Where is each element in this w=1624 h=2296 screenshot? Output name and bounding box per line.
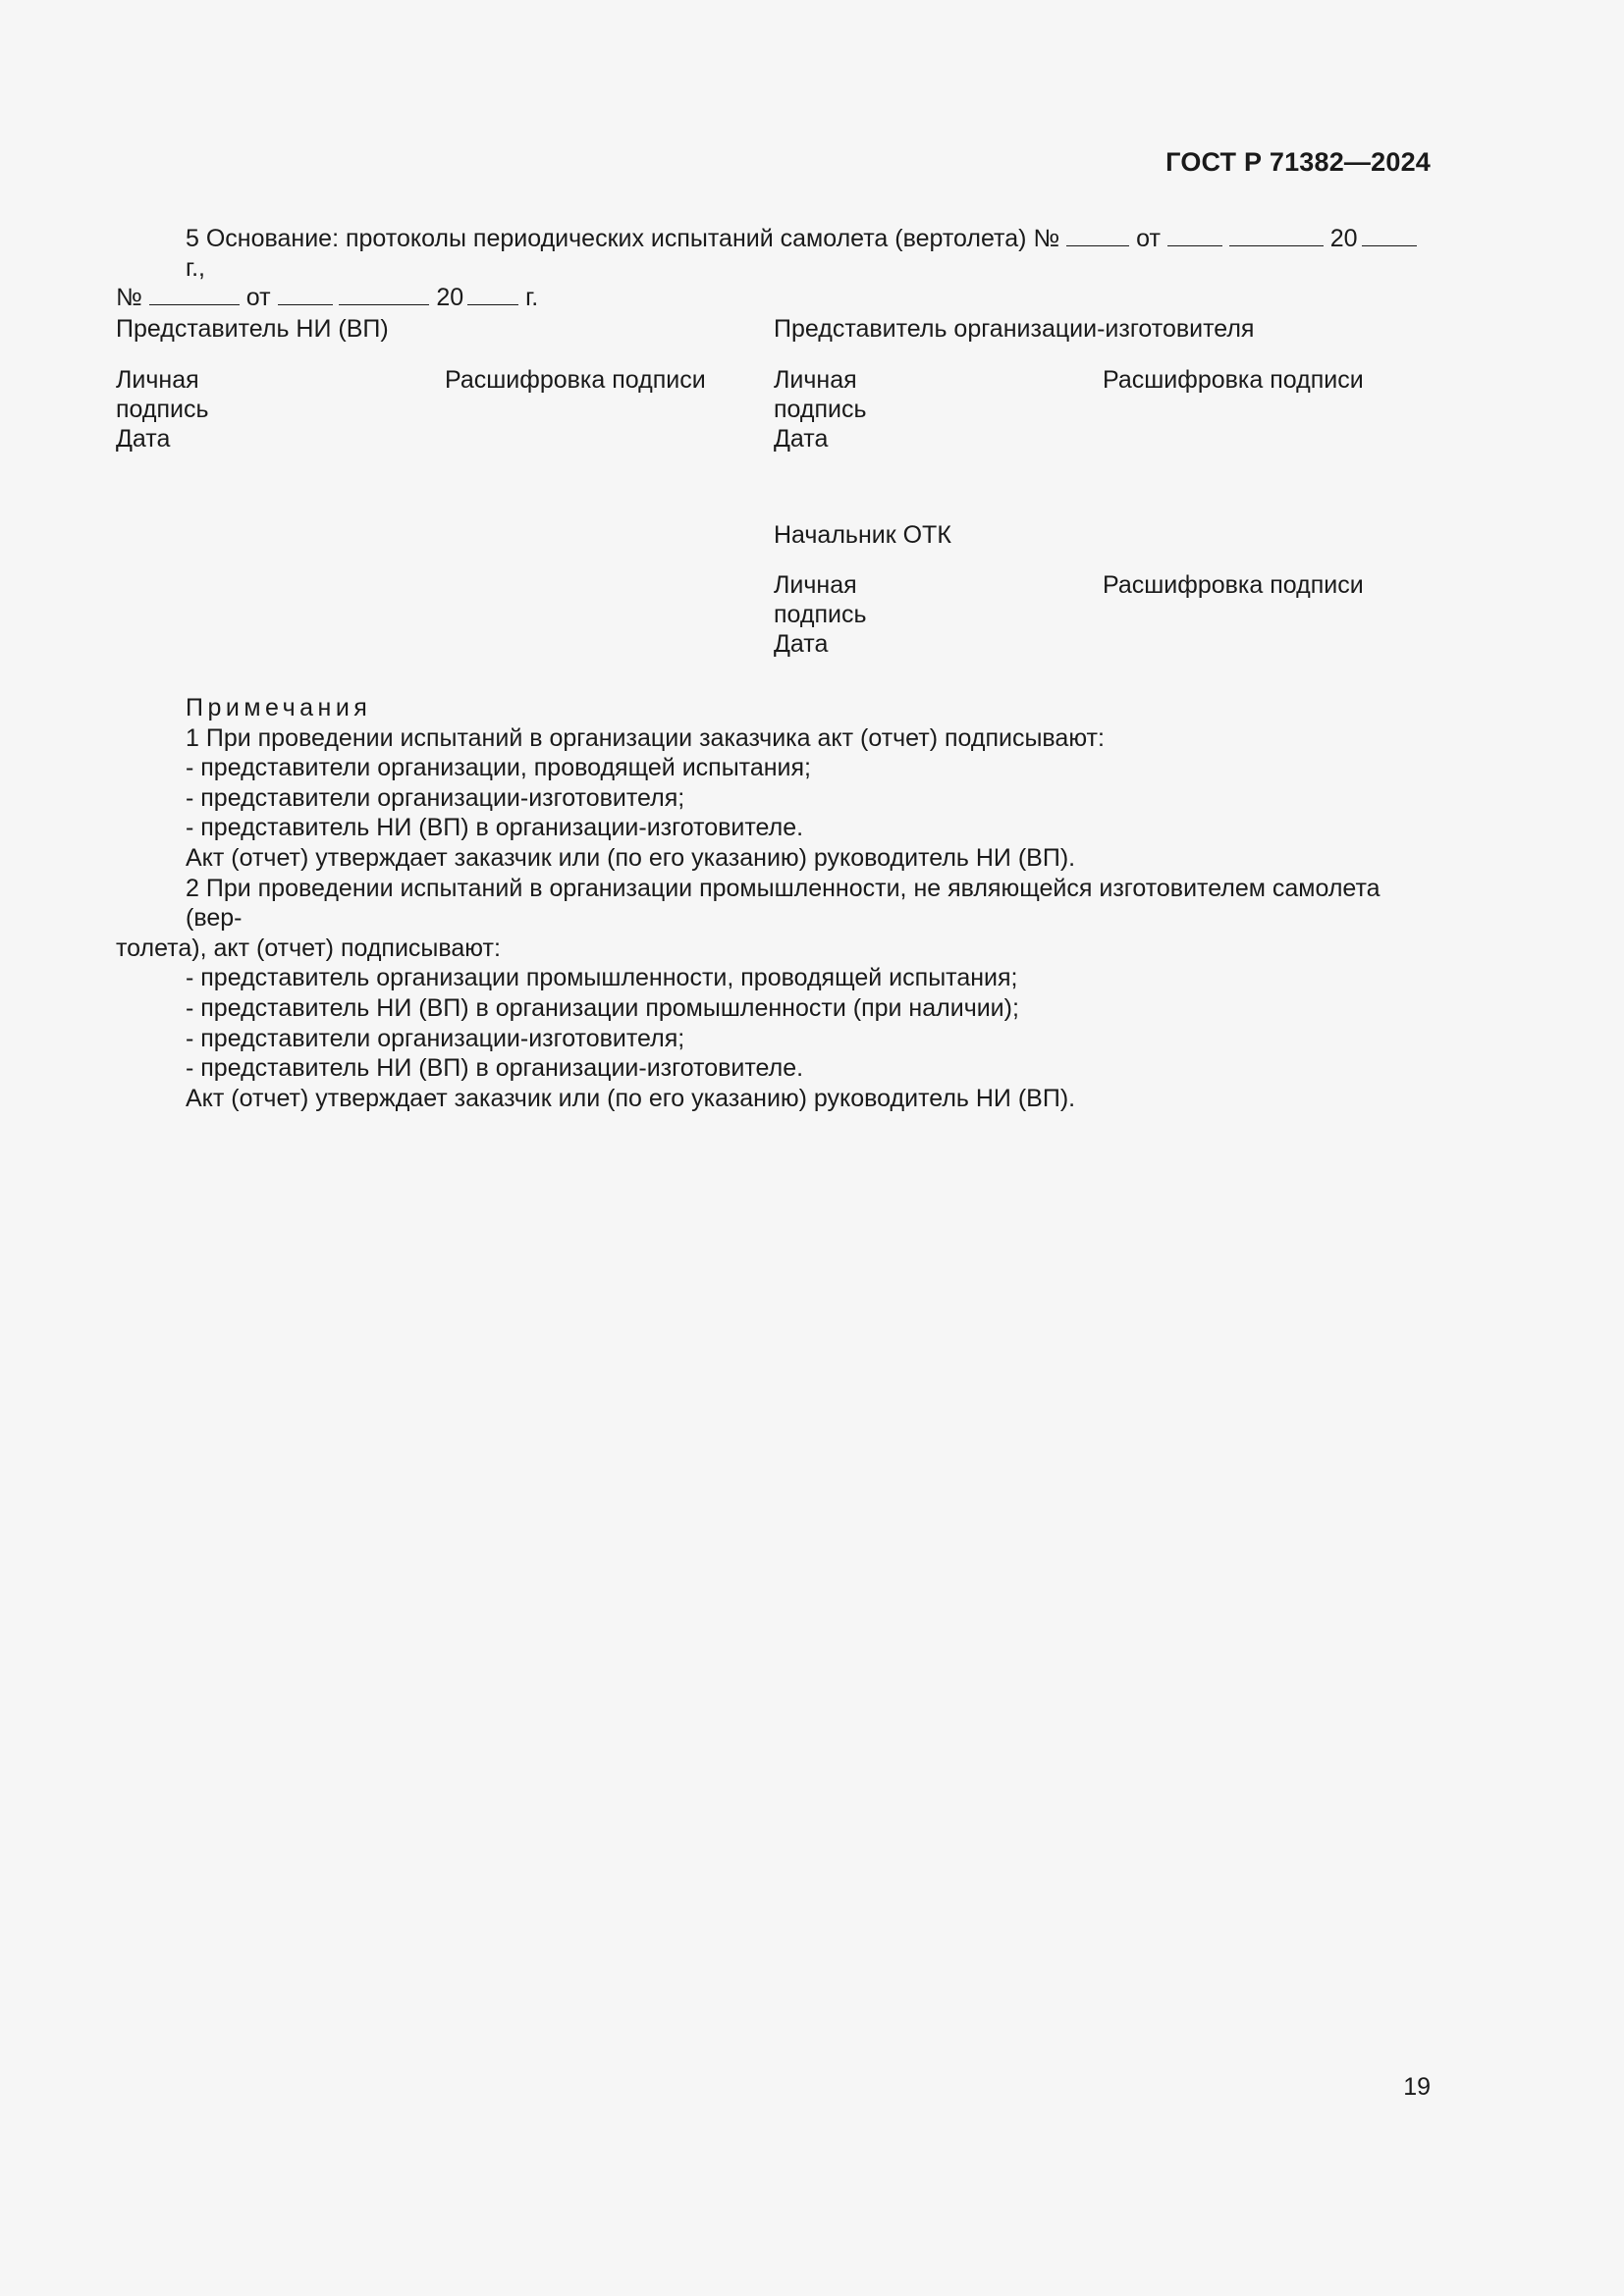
- note-line: толета), акт (отчет) подписывают:: [116, 934, 501, 962]
- basis-year-suffix: г.,: [186, 254, 205, 282]
- otk-head-date-label: Дата: [774, 630, 829, 658]
- blank-day-field: [1167, 228, 1222, 246]
- basis-line-2: [116, 283, 1432, 312]
- basis-paragraph: [116, 224, 1432, 312]
- basis-year-prefix: 20: [1329, 225, 1358, 252]
- blank-number-field: [1066, 228, 1129, 246]
- otk-head-title: Начальник ОТК: [774, 521, 951, 549]
- note-line: - представители организации-изготовителя;: [186, 1024, 685, 1052]
- otk-head-signature-label: [774, 570, 867, 659]
- ni-rep-signature-label-line1: Личная: [116, 366, 199, 394]
- basis-line-1-start: 5 Основание: протоколы периодических испытаний самолета (вертолета) №: [186, 225, 1060, 252]
- ni-rep-signature-label-line2: подпись: [116, 396, 209, 423]
- basis-line-1: [116, 224, 1432, 283]
- otk-head-decoding-label: Расшифровка подписи: [1103, 571, 1364, 599]
- blank-number-field-2: [149, 287, 240, 305]
- notes-section: [116, 693, 1432, 1113]
- manufacturer-rep-signature-label: [774, 365, 867, 454]
- notes-heading: Примечания: [186, 694, 372, 721]
- basis-number-label: №: [116, 284, 142, 311]
- blank-month-field-2: [339, 287, 429, 305]
- basis-year-prefix-2: 20: [436, 284, 464, 311]
- otk-head-signature-label-line1: Личная: [774, 571, 857, 599]
- manufacturer-rep-signature-label-line1: Личная: [774, 366, 857, 394]
- note-line: 1 При проведении испытаний в организации заказчика акт (отчет) подписывают:: [186, 723, 1105, 752]
- blank-year-field: [1362, 228, 1417, 246]
- manufacturer-rep-date-label: Дата: [774, 425, 829, 453]
- manufacturer-rep-decoding-label: Расшифровка подписи: [1103, 366, 1364, 394]
- note-line: - представители организации-изготовителя;: [186, 783, 685, 812]
- basis-from-label: от: [1136, 225, 1161, 252]
- note-line: - представители организации, проводящей испытания;: [186, 754, 811, 782]
- note-line: - представитель организации промышленности, проводящей испытания;: [186, 964, 1018, 992]
- note-line: - представитель НИ (ВП) в организации-изготовителе.: [186, 1054, 804, 1083]
- ni-rep-signature-label: [116, 365, 209, 454]
- note-line: 2 При проведении испытаний в организации промышленности, не являющейся изготовителем самолета (вер-: [186, 874, 1380, 933]
- document-code: ГОСТ Р 71382—2024: [1165, 147, 1431, 177]
- note-line: - представитель НИ (ВП) в организации-изготовителе.: [186, 814, 804, 842]
- basis-year-suffix-2: г.: [525, 284, 539, 311]
- page-number: 19: [1403, 2073, 1431, 2101]
- blank-year-field-2: [467, 287, 518, 305]
- ni-rep-title: Представитель НИ (ВП): [116, 315, 389, 343]
- ni-rep-decoding-label: Расшифровка подписи: [445, 366, 706, 394]
- ni-rep-date-label: Дата: [116, 425, 171, 453]
- otk-head-signature-label-line2: подпись: [774, 601, 867, 628]
- note-line: Акт (отчет) утверждает заказчик или (по его указанию) руководитель НИ (ВП).: [186, 843, 1076, 872]
- note-line: - представитель НИ (ВП) в организации промышленности (при наличии);: [186, 993, 1019, 1022]
- basis-from-label-2: от: [245, 284, 271, 311]
- manufacturer-rep-signature-label-line2: подпись: [774, 396, 867, 423]
- blank-day-field-2: [278, 287, 333, 305]
- note-line: Акт (отчет) утверждает заказчик или (по его указанию) руководитель НИ (ВП).: [186, 1084, 1076, 1112]
- manufacturer-rep-title: Представитель организации-изготовителя: [774, 315, 1255, 343]
- blank-month-field: [1229, 228, 1324, 246]
